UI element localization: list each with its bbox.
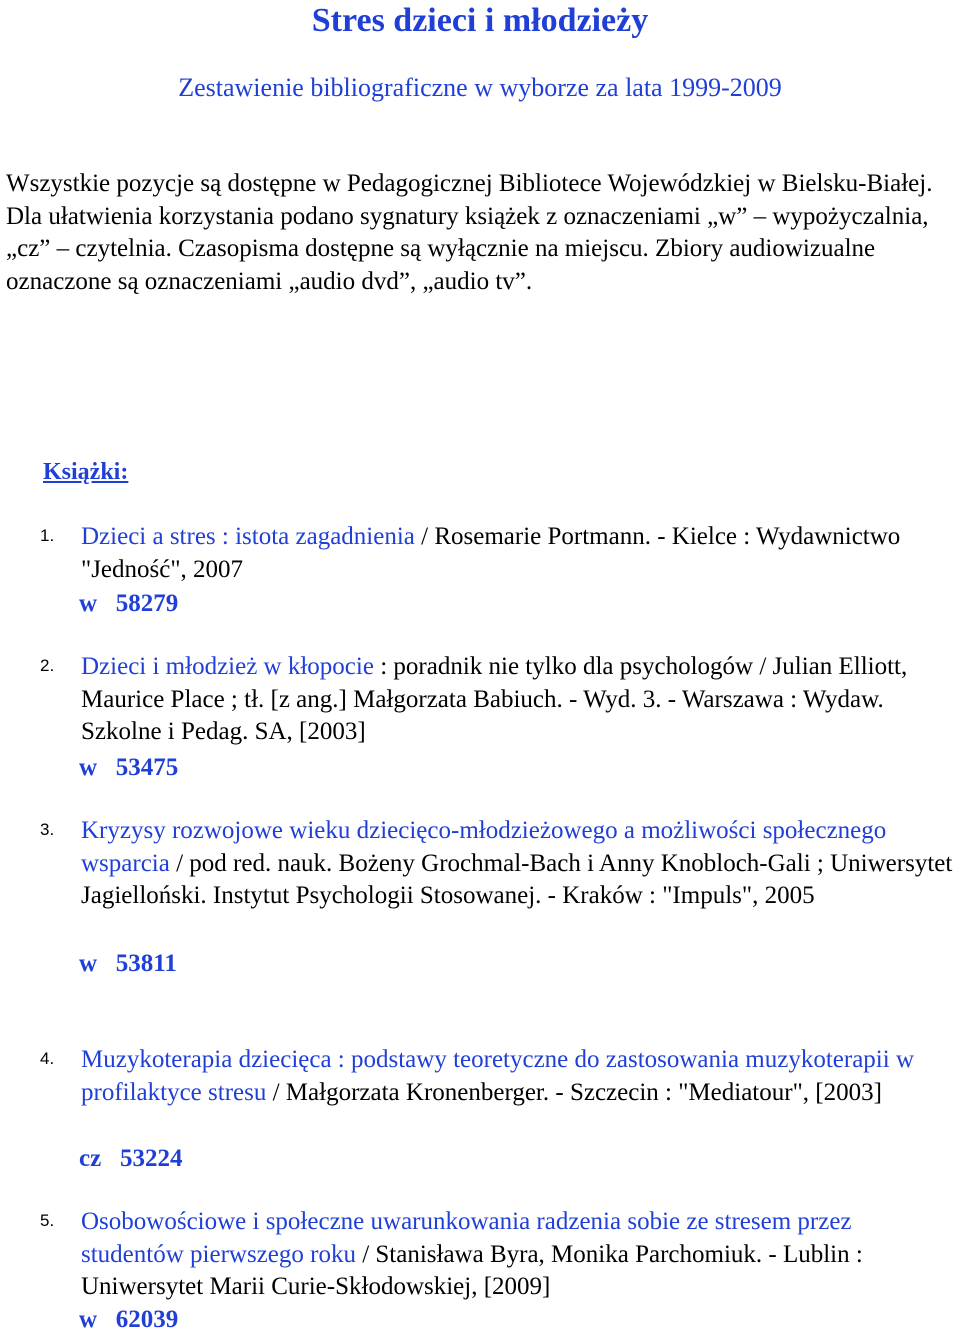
entry-number: 5. xyxy=(40,1211,55,1230)
section-heading-books: Książki: xyxy=(43,459,129,485)
entry-signature: cz 53224 xyxy=(79,1145,183,1172)
entry-number: 1. xyxy=(40,526,55,545)
intro-text-part2: Dla ułatwienia korzystania podano sygnatury książek z oznaczeniami „w” – wypożyczalnia, „cz” – czytelnia. Czasopisma dostępne są wyłącznie na miejscu. Zbiory audiowizualne oznaczone są oznaczeniami „audio dvd”, „audio tv”. xyxy=(6,202,929,295)
entry-description xyxy=(81,651,956,749)
intro-text-part1: Wszystkie pozycje są dostępne w Pedagogicznej Bibliotece Wojewódzkiej w Bielsku-Białej. xyxy=(6,170,933,197)
entry-details: / pod red. nauk. Bożeny Grochmal-Bach i Anny Knobloch-Gali ; Uniwersytet Jagielloński. Instytut Psychologii Stosowanej. - Kraków : "Impuls", 2005 xyxy=(81,849,953,909)
entry-title: Dzieci a stres : istota zagadnienia xyxy=(81,523,415,550)
entry-details: / Małgorzata Kronenberger. - Szczecin : "Mediatour", [2003] xyxy=(266,1078,882,1106)
entry-title: Osobowościowe i społeczne uwarunkowania radzenia sobie ze stresem przez studentów pierwszego roku xyxy=(81,1208,852,1268)
entry-description xyxy=(81,1206,956,1304)
entry-description xyxy=(81,1044,956,1109)
entry-signature: w 53475 xyxy=(79,754,179,781)
entry-description xyxy=(81,521,956,586)
entry-description xyxy=(81,815,956,913)
entry-details: / Stanisława Byra, Monika Parchomiuk. - Lublin : Uniwersytet Marii Curie-Skłodowskiej, [2009] xyxy=(81,1240,863,1300)
entry-details: / Rosemarie Portmann. - Kielce : Wydawnictwo "Jedność", 2007 xyxy=(81,523,901,583)
page-subtitle: Zestawienie bibliograficzne w wyborze za lata 1999-2009 xyxy=(178,73,782,102)
entry-title: Kryzysy rozwojowe wieku dziecięco-młodzieżowego a możliwości społecznego wsparcia xyxy=(81,817,887,877)
entry-number: 2. xyxy=(40,656,55,675)
entry-details: : poradnik nie tylko dla psychologów / Julian Elliott, Maurice Place ; tł. [z ang.] Małgorzata Babiuch. - Wyd. 3. - Warszawa : Wydaw. Szkolne i Pedag. SA, [2003] xyxy=(81,653,908,745)
entry-signature: w 58279 xyxy=(79,590,179,617)
entry-number: 4. xyxy=(40,1049,55,1068)
entry-signature: w 53811 xyxy=(79,950,177,977)
intro-paragraph xyxy=(6,168,954,298)
entry-number: 3. xyxy=(40,820,55,839)
entry-title: Muzykoterapia dziecięca : podstawy teoretyczne do zastosowania muzykoterapii w profilaktyce stresu xyxy=(81,1046,915,1106)
page-title: Stres dzieci i młodzieży xyxy=(311,2,649,39)
entry-signature: w 62039 xyxy=(79,1306,179,1333)
entry-title: Dzieci i młodzież w kłopocie xyxy=(81,653,374,680)
